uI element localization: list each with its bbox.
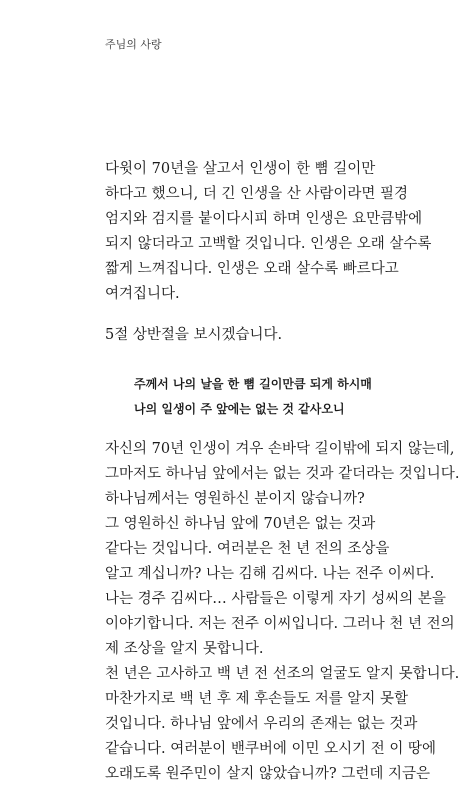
scripture-reference: 5절 상반절을 보시겠습니다.: [105, 327, 283, 343]
text-line: 오래도록 원주민이 살지 않았습니까? 그런데 지금은: [105, 766, 430, 782]
text-line: 나는 경주 김씨다… 사람들은 이렇게 자기 성씨의 본을: [105, 591, 446, 607]
text-line: 짧게 느껴집니다. 인생은 오래 살수록 빠르다고: [105, 261, 399, 277]
text-line: 엄지와 검지를 붙이다시피 하며 인생은 요만큼밖에: [105, 211, 423, 227]
text-line: 하나님께서는 영원하신 분이지 않습니까?: [105, 491, 365, 507]
intro-paragraph: [105, 157, 445, 307]
text-line: 자신의 70년 인생이 겨우 손바닥 길이밖에 되지 않는데,: [105, 441, 455, 457]
text-line: 마찬가지로 백 년 후 제 후손들도 저를 알지 못할: [105, 691, 409, 707]
text-line: 천 년은 고사하고 백 년 전 선조의 얼굴도 알지 못합니다.: [105, 666, 460, 682]
text-line: 제 조상을 알지 못합니다.: [105, 641, 264, 657]
text-line: 그마저도 하나님 앞에서는 없는 것과 같더라는 것입니다.: [105, 466, 460, 482]
body-paragraph: [105, 437, 460, 787]
text-line: 이야기합니다. 저는 전주 이씨입니다. 그러나 천 년 전의: [105, 616, 455, 632]
text-line: 다윗이 70년을 살고서 인생이 한 뼘 길이만: [105, 161, 376, 177]
scripture-quote: [134, 372, 372, 422]
running-header: 주님의 사랑: [105, 38, 162, 51]
text-line: 알고 계십니까? 나는 김해 김씨다. 나는 전주 이씨다.: [105, 566, 435, 582]
text-line: 그 영원하신 하나님 앞에 70년은 없는 것과: [105, 516, 376, 532]
text-line: 같습니다. 여러분이 밴쿠버에 이민 오시기 전 이 땅에: [105, 741, 437, 757]
text-line: 것입니다. 하나님 앞에서 우리의 존재는 없는 것과: [105, 716, 418, 732]
quote-line: 나의 일생이 주 앞에는 없는 것 같사오니: [134, 402, 345, 416]
text-line: 되지 않더라고 고백할 것입니다. 인생은 오래 살수록: [105, 236, 432, 252]
text-line: 하다고 했으니, 더 긴 인생을 산 사람이라면 필경: [105, 186, 409, 202]
text-line: 여겨집니다.: [105, 286, 180, 302]
quote-line: 주께서 나의 날을 한 뼘 길이만큼 되게 하시매: [134, 377, 372, 391]
text-line: 같다는 것입니다. 여러분은 천 년 전의 조상을: [105, 541, 390, 557]
